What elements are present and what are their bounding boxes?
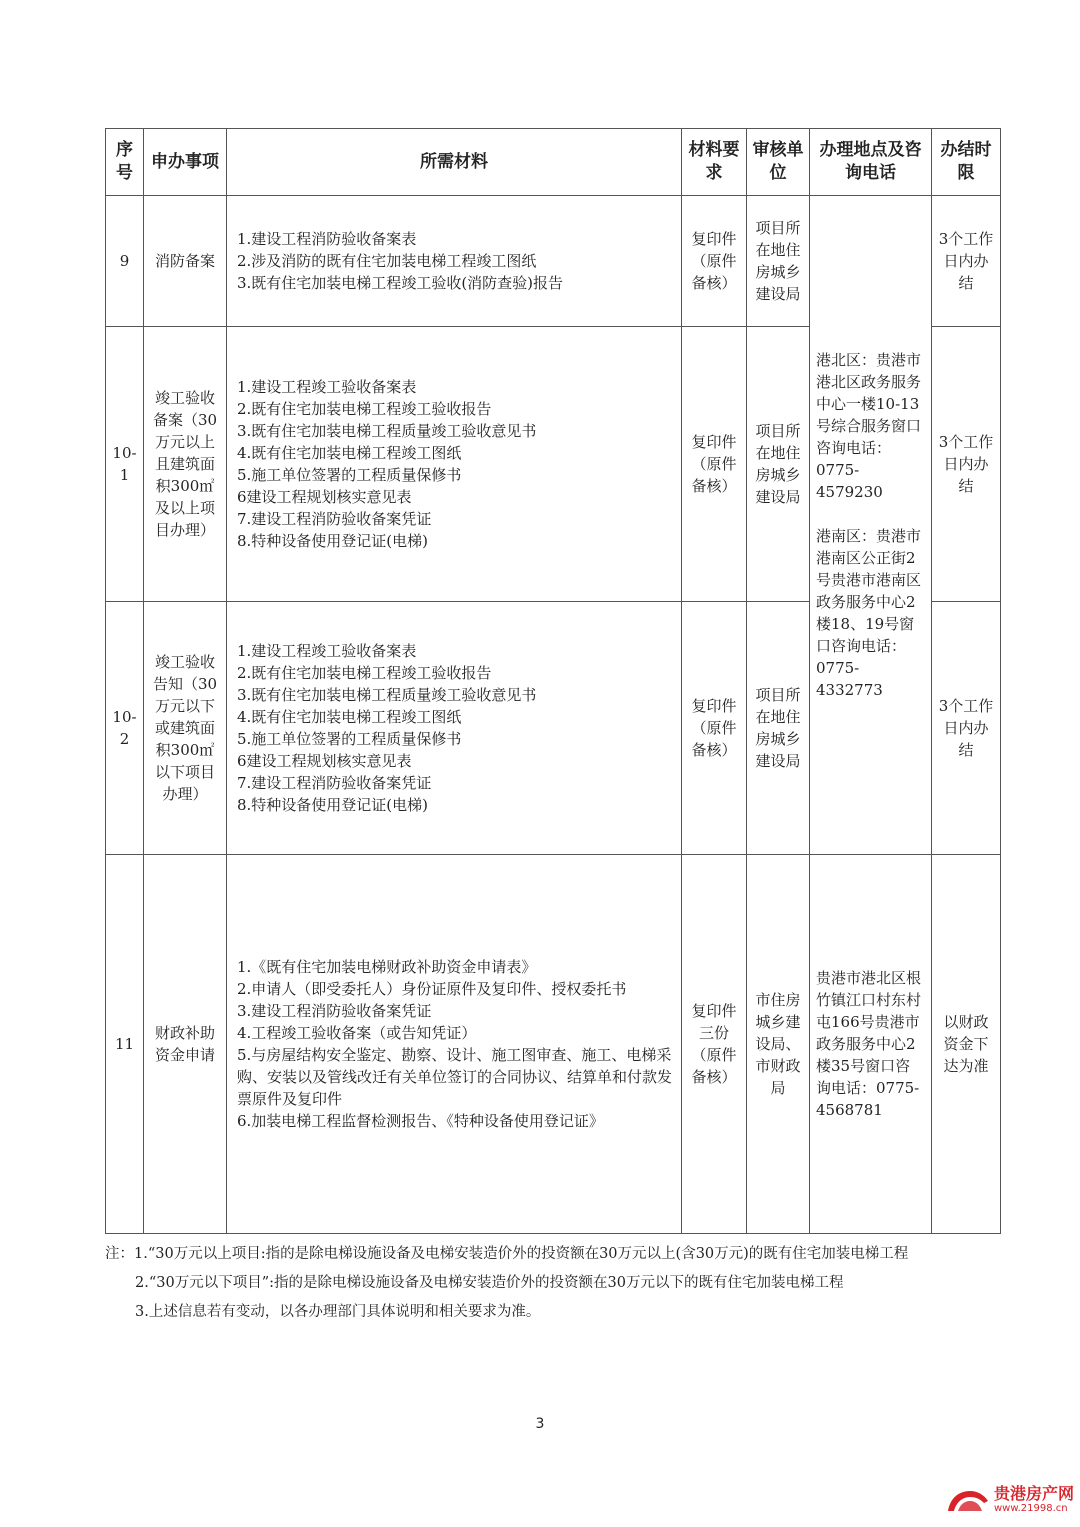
material-line: 5.施工单位签署的工程质量保修书	[237, 730, 462, 748]
table-header-row	[106, 129, 1001, 196]
material-line: 4.既有住宅加装电梯工程竣工图纸	[237, 444, 462, 462]
row-item: 财政补助资金申请	[144, 855, 227, 1234]
row-requirement: 复印件（原件备核）	[682, 327, 747, 602]
row-limit: 3个工作日内办结	[932, 196, 1001, 327]
row-seq: 10-2	[106, 602, 144, 855]
row-requirement: 复印件（原件备核）	[682, 196, 747, 327]
material-line: 5.与房屋结构安全鉴定、勘察、设计、施工图审查、施工、电梯采购、安装以及管线改迁有关单位签订的合同协议、结算单和付款发票原件及复印件	[237, 1046, 673, 1108]
row-seq: 11	[106, 855, 144, 1234]
table-row	[106, 196, 1001, 327]
row-limit: 以财政资金下达为准	[932, 855, 1001, 1234]
header-materials: 所需材料	[227, 129, 682, 196]
row-item: 消防备案	[144, 196, 227, 327]
row-unit: 市住房城乡建设局、市财政局	[747, 855, 810, 1234]
material-line: 1.建设工程竣工验收备案表	[237, 642, 417, 660]
site-watermark	[944, 1479, 1074, 1523]
footnote-2: 2.“30万元以下项目”:指的是除电梯设施设备及电梯安装造价外的投资额在30万元以下的既有住宅加装电梯工程	[135, 1275, 844, 1291]
material-line: 7.建设工程消防验收备案凭证	[237, 774, 432, 792]
row-requirement: 复印件（原件备核）	[682, 602, 747, 855]
material-line: 3.既有住宅加装电梯工程竣工验收(消防查验)报告	[237, 274, 564, 292]
footnote-1: 注：1.“30万元以上项目:指的是除电梯设施设备及电梯安装造价外的投资额在30万元以上(含30万元)的既有住宅加装电梯工程	[105, 1246, 909, 1262]
material-line: 8.特种设备使用登记证(电梯)	[237, 796, 429, 814]
material-line: 2.既有住宅加装电梯工程竣工验收报告	[237, 664, 492, 682]
row-unit: 项目所在地住房城乡建设局	[747, 602, 810, 855]
material-line: 6.加装电梯工程监督检测报告、《特种设备使用登记证》	[237, 1112, 604, 1130]
watermark-logo-icon	[944, 1481, 992, 1521]
material-line: 2.申请人（即受委托人）身份证原件及复印件、授权委托书	[237, 980, 627, 998]
footnotes	[105, 1240, 1005, 1327]
material-line: 2.既有住宅加装电梯工程竣工验收报告	[237, 400, 492, 418]
material-line: 1.《既有住宅加装电梯财政补助资金申请表》	[237, 958, 537, 976]
row-unit: 项目所在地住房城乡建设局	[747, 327, 810, 602]
material-line: 6建设工程规划核实意见表	[237, 488, 412, 506]
material-line: 6建设工程规划核实意见表	[237, 752, 412, 770]
footnote-3: 3.上述信息若有变动，以各办理部门具体说明和相关要求为准。	[135, 1304, 541, 1320]
material-line: 4.既有住宅加装电梯工程竣工图纸	[237, 708, 462, 726]
material-line: 3.建设工程消防验收备案凭证	[237, 1002, 432, 1020]
header-limit: 办结时限	[932, 129, 1001, 196]
material-line: 3.既有住宅加装电梯工程质量竣工验收意见书	[237, 422, 537, 440]
header-place: 办理地点及咨询电话	[810, 129, 932, 196]
row-requirement: 复印件三份（原件备核）	[682, 855, 747, 1234]
row-limit: 3个工作日内办结	[932, 327, 1001, 602]
row-seq: 10-1	[106, 327, 144, 602]
row-item: 竣工验收备案（30万元以上且建筑面积300㎡及以上项目办理）	[144, 327, 227, 602]
row-item: 竣工验收告知（30万元以下或建筑面积300㎡以下项目办理）	[144, 602, 227, 855]
material-line: 2.涉及消防的既有住宅加装电梯工程竣工图纸	[237, 252, 537, 270]
material-line: 3.既有住宅加装电梯工程质量竣工验收意见书	[237, 686, 537, 704]
material-line: 5.施工单位签署的工程质量保修书	[237, 466, 462, 484]
materials-table	[105, 128, 1001, 1234]
material-line: 7.建设工程消防验收备案凭证	[237, 510, 432, 528]
place-south: 港南区：贵港市港南区公正街2号贵港市港南区政务服务中心2楼18、19号窗口咨询电话：0775-4332773	[816, 527, 922, 699]
row-limit: 3个工作日内办结	[932, 602, 1001, 855]
header-item: 申办事项	[144, 129, 227, 196]
row-seq: 9	[106, 196, 144, 327]
row-place: 贵港市港北区根竹镇江口村东村屯166号贵港市政务服务中心2楼35号窗口咨询电话：0775-4568781	[810, 855, 932, 1234]
row-materials	[227, 602, 682, 855]
material-line: 1.建设工程消防验收备案表	[237, 230, 417, 248]
row-materials	[227, 855, 682, 1234]
row-unit: 项目所在地住房城乡建设局	[747, 196, 810, 327]
header-unit: 审核单位	[747, 129, 810, 196]
row-materials	[227, 327, 682, 602]
material-line: 8.特种设备使用登记证(电梯)	[237, 532, 429, 550]
place-north: 港北区：贵港市港北区政务服务中心一楼10-13号综合服务窗口咨询电话：0775-4579230	[816, 351, 922, 501]
header-seq: 序号	[106, 129, 144, 196]
header-requirement: 材料要求	[682, 129, 747, 196]
page-number: 3	[535, 1416, 545, 1432]
row-place-shared	[810, 196, 932, 855]
material-line: 4.工程竣工验收备案（或告知凭证）	[237, 1024, 477, 1042]
row-materials	[227, 196, 682, 327]
watermark-name: 贵港房产网	[994, 1484, 1075, 1503]
material-line: 1.建设工程竣工验收备案表	[237, 378, 417, 396]
table-row	[106, 855, 1001, 1234]
watermark-url: www.21998.cn	[994, 1503, 1068, 1514]
